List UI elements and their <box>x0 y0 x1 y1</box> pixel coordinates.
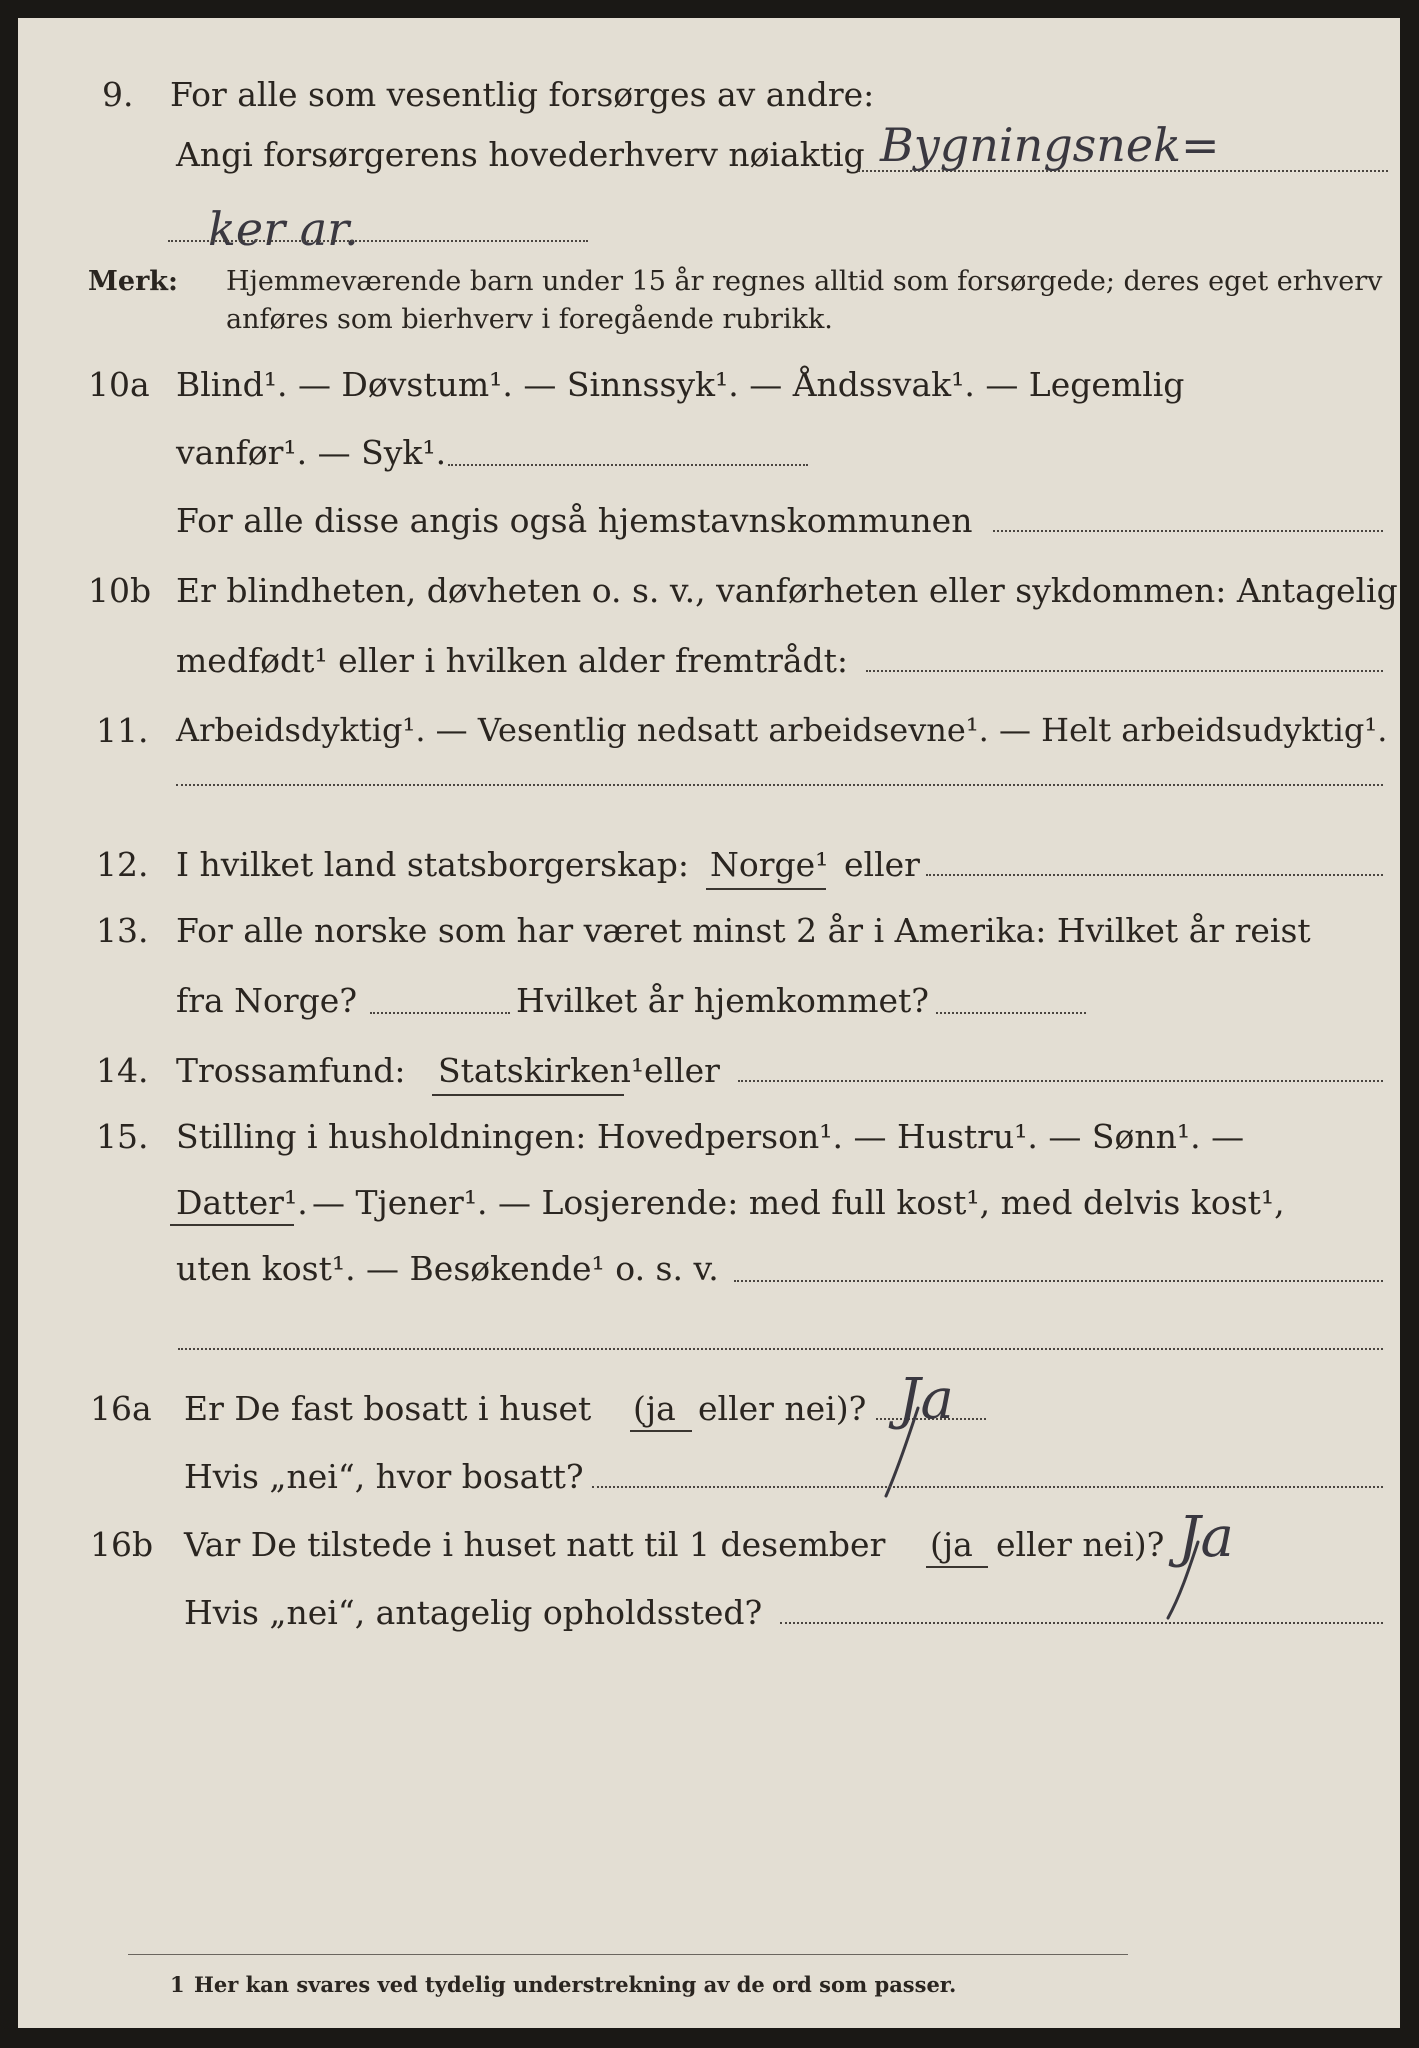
answer-line[interactable] <box>168 240 588 242</box>
handwritten-answer-16b: Ja <box>1178 1505 1234 1570</box>
question-11-text: Arbeidsdyktig¹. — Vesentlig nedsatt arbeidsevne¹. — Helt arbeidsudyktig¹. <box>176 711 1388 749</box>
answer-line[interactable] <box>176 784 1383 786</box>
answer-line[interactable] <box>370 1012 510 1014</box>
answer-line[interactable] <box>866 670 1383 672</box>
question-16a-line-2: Hvis „nei“, hvor bosatt? <box>184 1457 584 1496</box>
answer-line[interactable] <box>780 1622 1383 1624</box>
answer-line[interactable] <box>738 1080 1383 1082</box>
question-16b-text: Var De tilstede i huset natt til 1 desember <box>184 1525 886 1564</box>
note-label: Merk: <box>88 266 178 297</box>
question-10a-line-2: vanfør¹. — Syk¹. <box>176 433 447 472</box>
question-16b-suffix: eller nei)? <box>996 1525 1165 1564</box>
question-15-line-1: Stilling i husholdningen: Hovedperson¹. — Hustru¹. — Sønn¹. — <box>176 1117 1245 1156</box>
question-12-selected-option[interactable]: Norge¹ <box>710 845 829 884</box>
question-14-number: 14. <box>96 1051 149 1090</box>
question-12-suffix: eller <box>844 845 920 884</box>
handwritten-answer-occupation: Bygningsnek= <box>880 118 1220 172</box>
question-10a-number: 10a <box>88 365 150 404</box>
question-16b-number: 16b <box>90 1525 154 1564</box>
answer-line[interactable] <box>993 530 1383 532</box>
question-9-number: 9. <box>102 75 134 114</box>
census-form-page <box>18 18 1400 2028</box>
question-10b-line-2: medfødt¹ eller i hvilken alder fremtrådt: <box>176 641 849 680</box>
note-text-line-1: Hjemmeværende barn under 15 år regnes alltid som forsørgede; deres eget erhverv <box>226 266 1383 297</box>
question-15-line-2: — Tjener¹. — Losjerende: med full kost¹, med delvis kost¹, <box>312 1183 1285 1222</box>
answer-line[interactable] <box>936 1012 1086 1014</box>
question-16a-number: 16a <box>90 1389 152 1428</box>
handwritten-answer-16a: Ja <box>898 1367 954 1432</box>
footnote-separator <box>128 1954 1128 1955</box>
handwritten-underline <box>630 1430 692 1432</box>
note-text-line-2: anføres som bierhverv i foregående rubrikk. <box>226 304 833 335</box>
question-15-number: 15. <box>96 1117 149 1156</box>
question-10a-line-3: For alle disse angis også hjemstavnskommunen <box>176 501 973 540</box>
question-14-selected-option[interactable]: Statskirken¹ <box>438 1051 645 1090</box>
question-9-prompt: Angi forsørgerens hovederhverv nøiaktig <box>176 135 865 174</box>
question-13-number: 13. <box>96 911 149 950</box>
handwritten-stroke <box>1158 1534 1218 1634</box>
question-12-text: I hvilket land statsborgerskap: <box>176 845 690 884</box>
question-15-line-3: uten kost¹. — Besøkende¹ o. s. v. <box>176 1249 719 1288</box>
question-16a-text: Er De fast bosatt i huset <box>184 1389 592 1428</box>
handwritten-answer-occupation-cont: ker ar. <box>208 202 359 256</box>
handwritten-underline <box>926 1566 988 1568</box>
answer-line[interactable] <box>178 1348 1383 1350</box>
handwritten-stroke <box>878 1398 938 1508</box>
handwritten-underline <box>706 888 826 890</box>
question-16b-selected-option[interactable]: (ja <box>930 1525 973 1564</box>
answer-line[interactable] <box>592 1486 1383 1488</box>
question-13-line-2a: fra Norge? <box>176 981 358 1020</box>
answer-line[interactable] <box>926 874 1383 876</box>
handwritten-underline <box>432 1094 624 1096</box>
question-14-text: Trossamfund: <box>176 1051 406 1090</box>
footnote-mark: 1 <box>170 1972 185 1997</box>
question-12-number: 12. <box>96 845 149 884</box>
question-11-number: 11. <box>96 711 149 750</box>
question-13-line-1: For alle norske som har været minst 2 år i Amerika: Hvilket år reist <box>176 911 1311 950</box>
question-15-selected-option[interactable]: Datter¹. <box>176 1183 308 1222</box>
question-14-suffix: eller <box>644 1051 720 1090</box>
question-10a-line-1: Blind¹. — Døvstum¹. — Sinnssyk¹. — Åndssvak¹. — Legemlig <box>176 365 1185 404</box>
question-16b-line-2: Hvis „nei“, antagelig opholdssted? <box>184 1593 763 1632</box>
answer-line[interactable] <box>448 464 808 466</box>
answer-line[interactable] <box>734 1280 1383 1282</box>
question-10b-line-1: Er blindheten, døvheten o. s. v., vanførheten eller sykdommen: Antagelig <box>176 571 1398 610</box>
question-13-line-2b: Hvilket år hjemkommet? <box>516 981 929 1020</box>
question-16a-suffix: eller nei)? <box>698 1389 867 1428</box>
question-16a-selected-option[interactable]: (ja <box>633 1389 676 1428</box>
question-10b-number: 10b <box>88 571 152 610</box>
footnote-text: Her kan svares ved tydelig understrekning av de ord som passer. <box>194 1972 957 1997</box>
question-9-text: For alle som vesentlig forsørges av andre: <box>170 75 875 114</box>
handwritten-underline <box>170 1224 294 1226</box>
